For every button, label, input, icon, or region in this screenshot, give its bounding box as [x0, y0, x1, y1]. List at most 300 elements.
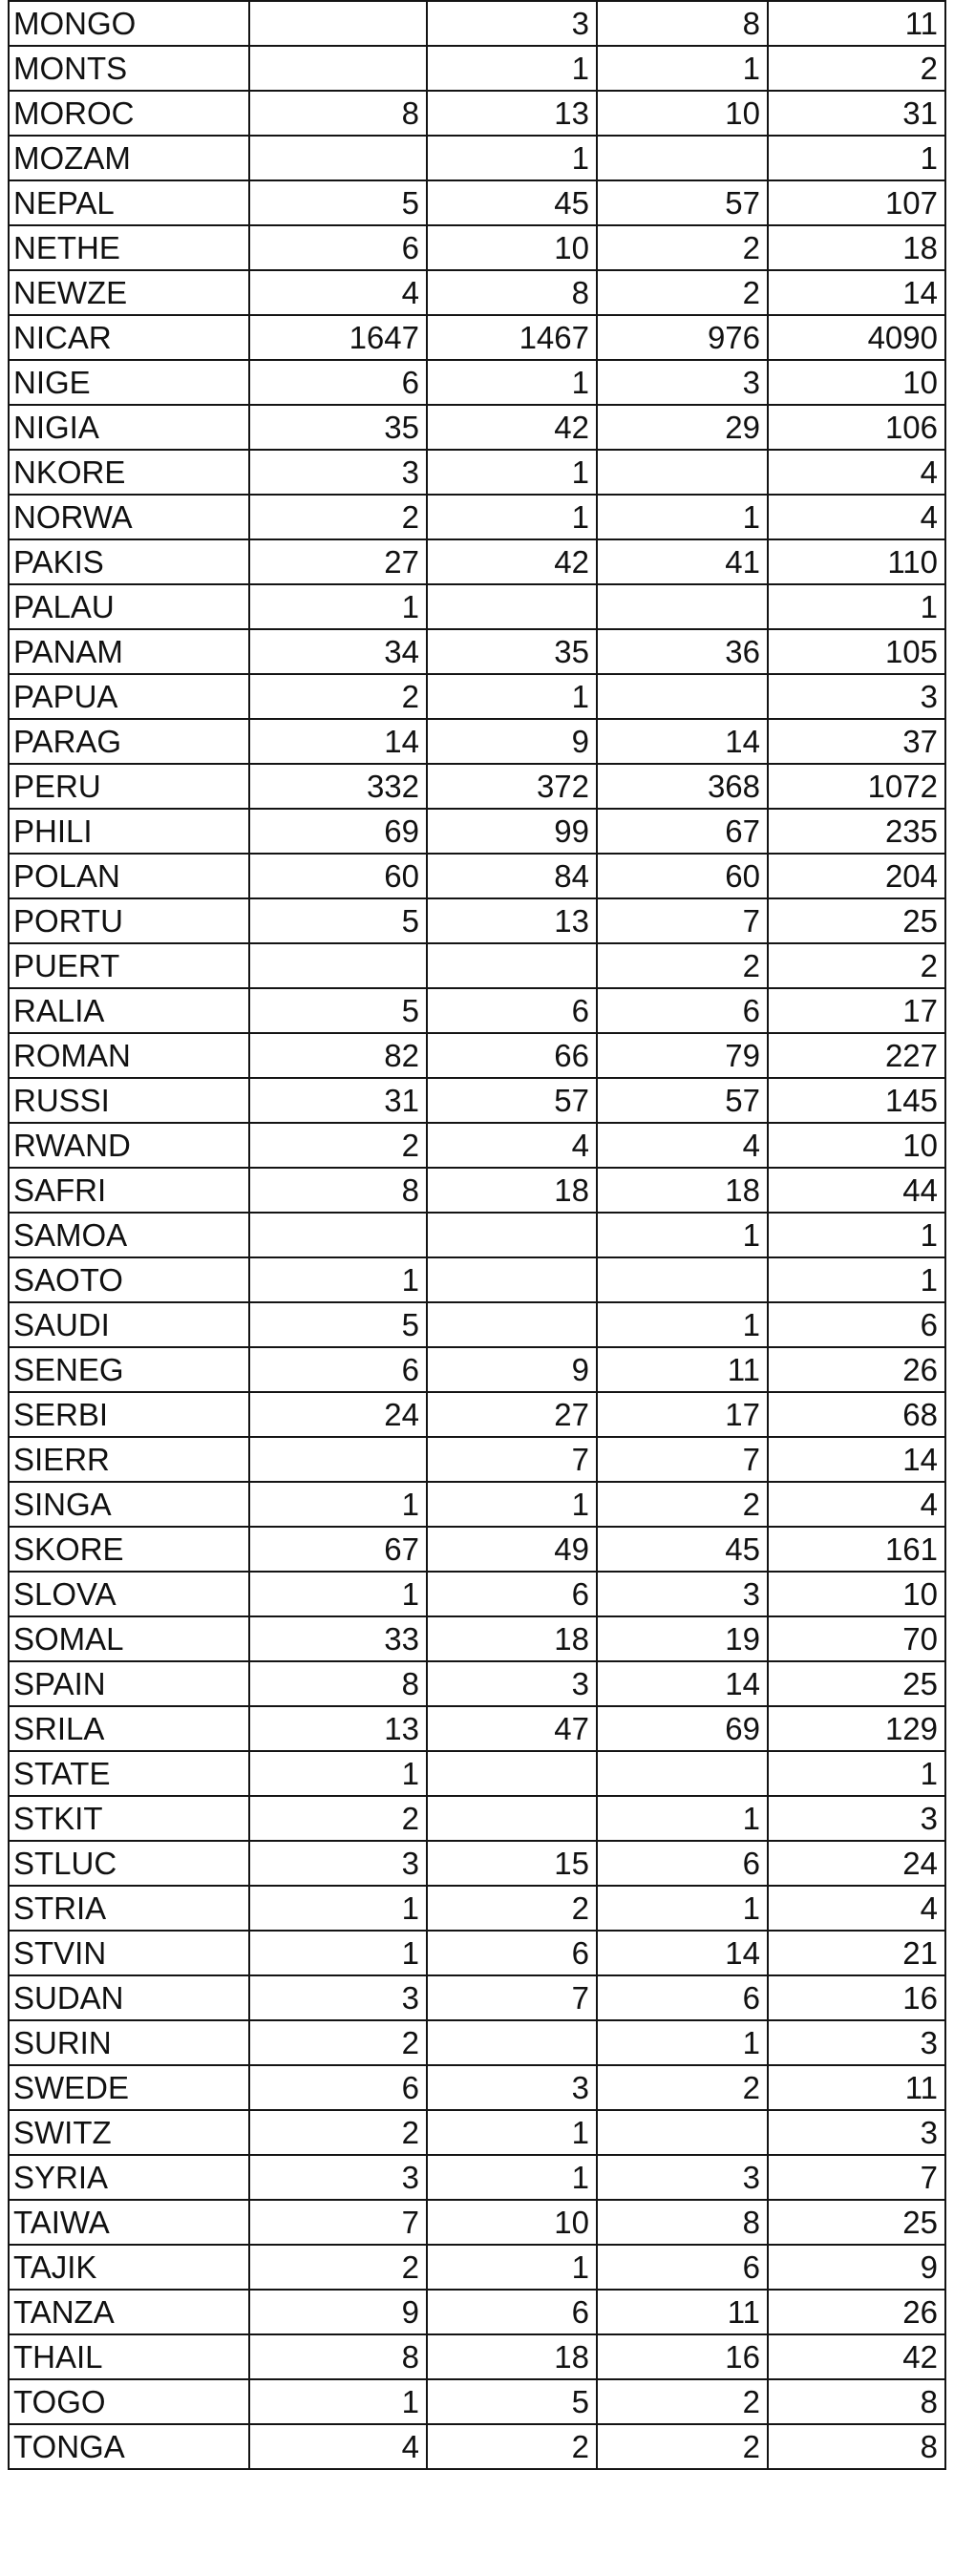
total-cell: 21	[768, 1931, 945, 1975]
count-cell-col3: 14	[597, 1661, 768, 1706]
count-cell-col3: 11	[597, 1347, 768, 1392]
count-cell-col2	[427, 1257, 597, 1302]
count-cell-col2: 84	[427, 854, 597, 898]
table-row	[9, 2245, 945, 2290]
count-cell-col1: 2	[249, 1123, 427, 1168]
count-cell-col2: 3	[427, 2065, 597, 2110]
country-code-cell: PANAM	[9, 629, 249, 674]
country-code-cell: SENEG	[9, 1347, 249, 1392]
table-row	[9, 2110, 945, 2155]
country-code-cell: NEPAL	[9, 180, 249, 225]
count-cell-col1: 1	[249, 1482, 427, 1527]
count-cell-col3: 1	[597, 1796, 768, 1841]
total-cell: 235	[768, 809, 945, 854]
table-row	[9, 1437, 945, 1482]
count-cell-col1: 5	[249, 180, 427, 225]
table-row	[9, 315, 945, 360]
table-row	[9, 629, 945, 674]
count-cell-col1: 1	[249, 1257, 427, 1302]
count-cell-col3: 7	[597, 898, 768, 943]
count-cell-col1: 24	[249, 1392, 427, 1437]
count-cell-col3: 36	[597, 629, 768, 674]
count-cell-col2: 42	[427, 539, 597, 584]
total-cell: 3	[768, 674, 945, 719]
country-code-cell: SLOVA	[9, 1572, 249, 1616]
table-row	[9, 1257, 945, 1302]
count-cell-col2: 9	[427, 719, 597, 764]
count-cell-col3: 2	[597, 270, 768, 315]
count-cell-col1: 332	[249, 764, 427, 809]
country-code-cell: SPAIN	[9, 1661, 249, 1706]
total-cell: 24	[768, 1841, 945, 1886]
country-code-cell: TANZA	[9, 2290, 249, 2334]
count-cell-col3: 2	[597, 943, 768, 988]
table-row	[9, 225, 945, 270]
count-cell-col2: 372	[427, 764, 597, 809]
count-cell-col2: 1	[427, 1482, 597, 1527]
country-code-cell: STVIN	[9, 1931, 249, 1975]
table-row	[9, 450, 945, 495]
count-cell-col2: 10	[427, 225, 597, 270]
count-cell-col3: 14	[597, 719, 768, 764]
count-cell-col3: 368	[597, 764, 768, 809]
table-row	[9, 1931, 945, 1975]
table-row	[9, 46, 945, 91]
table-row	[9, 719, 945, 764]
total-cell: 1	[768, 136, 945, 180]
count-cell-col3: 6	[597, 1975, 768, 2020]
count-cell-col1	[249, 943, 427, 988]
count-cell-col1: 2	[249, 1796, 427, 1841]
count-cell-col3: 6	[597, 1841, 768, 1886]
count-cell-col1	[249, 1213, 427, 1257]
total-cell: 6	[768, 1302, 945, 1347]
total-cell: 26	[768, 2290, 945, 2334]
total-cell: 2	[768, 943, 945, 988]
country-code-cell: STKIT	[9, 1796, 249, 1841]
table-row	[9, 1706, 945, 1751]
count-cell-col1: 31	[249, 1078, 427, 1123]
total-cell: 1	[768, 584, 945, 629]
count-cell-col2: 15	[427, 1841, 597, 1886]
count-cell-col3: 2	[597, 2065, 768, 2110]
count-cell-col2: 49	[427, 1527, 597, 1572]
table-row	[9, 1213, 945, 1257]
count-cell-col2: 47	[427, 1706, 597, 1751]
count-cell-col2: 6	[427, 988, 597, 1033]
count-cell-col3: 17	[597, 1392, 768, 1437]
table-row	[9, 1796, 945, 1841]
count-cell-col1: 4	[249, 2424, 427, 2469]
count-cell-col3: 57	[597, 1078, 768, 1123]
count-cell-col1: 2	[249, 495, 427, 539]
table-row	[9, 674, 945, 719]
count-cell-col3: 14	[597, 1931, 768, 1975]
count-cell-col3: 29	[597, 405, 768, 450]
country-code-cell: PUERT	[9, 943, 249, 988]
count-cell-col1: 6	[249, 225, 427, 270]
count-cell-col2: 5	[427, 2379, 597, 2424]
count-cell-col2: 45	[427, 180, 597, 225]
table-row	[9, 1572, 945, 1616]
count-cell-col3: 11	[597, 2290, 768, 2334]
count-cell-col2: 1	[427, 136, 597, 180]
table-row	[9, 1886, 945, 1931]
count-cell-col1: 33	[249, 1616, 427, 1661]
count-cell-col2: 1	[427, 360, 597, 405]
table-row	[9, 809, 945, 854]
total-cell: 8	[768, 2424, 945, 2469]
country-code-cell: NORWA	[9, 495, 249, 539]
total-cell: 4	[768, 1482, 945, 1527]
count-cell-col1: 1	[249, 1572, 427, 1616]
country-code-cell: RUSSI	[9, 1078, 249, 1123]
country-code-cell: STLUC	[9, 1841, 249, 1886]
table-row	[9, 1033, 945, 1078]
total-cell: 10	[768, 1123, 945, 1168]
count-cell-col3: 4	[597, 1123, 768, 1168]
country-code-cell: PALAU	[9, 584, 249, 629]
country-code-cell: NICAR	[9, 315, 249, 360]
table-row	[9, 1123, 945, 1168]
count-cell-col3: 60	[597, 854, 768, 898]
country-code-cell: TOGO	[9, 2379, 249, 2424]
count-cell-col3: 10	[597, 91, 768, 136]
count-cell-col2: 1	[427, 2110, 597, 2155]
country-code-cell: RALIA	[9, 988, 249, 1033]
total-cell: 1	[768, 1213, 945, 1257]
count-cell-col1: 14	[249, 719, 427, 764]
total-cell: 25	[768, 2200, 945, 2245]
table-row	[9, 180, 945, 225]
count-cell-col3: 8	[597, 1, 768, 46]
count-cell-col2: 57	[427, 1078, 597, 1123]
country-code-cell: ROMAN	[9, 1033, 249, 1078]
table-row	[9, 2065, 945, 2110]
total-cell: 3	[768, 2110, 945, 2155]
count-cell-col1: 1	[249, 584, 427, 629]
table-row	[9, 1975, 945, 2020]
count-cell-col1: 1	[249, 2379, 427, 2424]
total-cell: 204	[768, 854, 945, 898]
total-cell: 3	[768, 2020, 945, 2065]
total-cell: 105	[768, 629, 945, 674]
total-cell: 17	[768, 988, 945, 1033]
count-cell-col1: 35	[249, 405, 427, 450]
count-cell-col1: 7	[249, 2200, 427, 2245]
country-code-cell: PERU	[9, 764, 249, 809]
count-cell-col1	[249, 46, 427, 91]
count-cell-col2: 9	[427, 1347, 597, 1392]
total-cell: 25	[768, 1661, 945, 1706]
total-cell: 42	[768, 2334, 945, 2379]
count-cell-col2	[427, 1302, 597, 1347]
country-code-cell: SYRIA	[9, 2155, 249, 2200]
table-row	[9, 1168, 945, 1213]
country-code-cell: RWAND	[9, 1123, 249, 1168]
count-cell-col1: 60	[249, 854, 427, 898]
count-cell-col3: 1	[597, 1302, 768, 1347]
table-row	[9, 898, 945, 943]
count-cell-col2: 6	[427, 2290, 597, 2334]
count-cell-col3: 6	[597, 988, 768, 1033]
count-cell-col2	[427, 1751, 597, 1796]
total-cell: 37	[768, 719, 945, 764]
count-cell-col1: 8	[249, 1168, 427, 1213]
table-row	[9, 1482, 945, 1527]
total-cell: 44	[768, 1168, 945, 1213]
count-cell-col3: 2	[597, 2424, 768, 2469]
country-code-cell: TAIWA	[9, 2200, 249, 2245]
count-cell-col1: 3	[249, 1975, 427, 2020]
table-row	[9, 1661, 945, 1706]
total-cell: 70	[768, 1616, 945, 1661]
count-cell-col1: 5	[249, 988, 427, 1033]
count-cell-col2: 3	[427, 1661, 597, 1706]
count-cell-col3: 3	[597, 360, 768, 405]
total-cell: 106	[768, 405, 945, 450]
country-code-cell: NIGIA	[9, 405, 249, 450]
count-cell-col3: 18	[597, 1168, 768, 1213]
country-code-cell: STATE	[9, 1751, 249, 1796]
table-row	[9, 1751, 945, 1796]
count-cell-col3: 67	[597, 809, 768, 854]
total-cell: 14	[768, 270, 945, 315]
count-cell-col1: 8	[249, 1661, 427, 1706]
count-cell-col1: 1647	[249, 315, 427, 360]
country-code-cell: SWEDE	[9, 2065, 249, 2110]
table-row	[9, 1392, 945, 1437]
total-cell: 68	[768, 1392, 945, 1437]
country-code-cell: SAMOA	[9, 1213, 249, 1257]
count-cell-col2: 6	[427, 1572, 597, 1616]
table-row	[9, 854, 945, 898]
count-cell-col3: 41	[597, 539, 768, 584]
total-cell: 1	[768, 1257, 945, 1302]
total-cell: 4090	[768, 315, 945, 360]
total-cell: 4	[768, 450, 945, 495]
count-cell-col1	[249, 1437, 427, 1482]
table-row	[9, 1616, 945, 1661]
count-cell-col2: 7	[427, 1975, 597, 2020]
table-row	[9, 2379, 945, 2424]
country-code-cell: SOMAL	[9, 1616, 249, 1661]
count-cell-col2: 13	[427, 91, 597, 136]
country-code-cell: MONGO	[9, 1, 249, 46]
count-cell-col3	[597, 2110, 768, 2155]
count-cell-col2	[427, 584, 597, 629]
count-cell-col2: 4	[427, 1123, 597, 1168]
count-cell-col2: 6	[427, 1931, 597, 1975]
count-cell-col3: 8	[597, 2200, 768, 2245]
table-row	[9, 1347, 945, 1392]
count-cell-col1: 2	[249, 2110, 427, 2155]
total-cell: 145	[768, 1078, 945, 1123]
country-code-cell: PORTU	[9, 898, 249, 943]
total-cell: 1072	[768, 764, 945, 809]
country-code-cell: THAIL	[9, 2334, 249, 2379]
count-cell-col2: 8	[427, 270, 597, 315]
count-cell-col3: 45	[597, 1527, 768, 1572]
count-cell-col2: 1	[427, 2155, 597, 2200]
table-row	[9, 2424, 945, 2469]
country-code-cell: MOZAM	[9, 136, 249, 180]
count-cell-col3: 2	[597, 2379, 768, 2424]
table-row	[9, 1841, 945, 1886]
count-cell-col1: 6	[249, 1347, 427, 1392]
country-code-cell: SWITZ	[9, 2110, 249, 2155]
total-cell: 31	[768, 91, 945, 136]
table-row	[9, 2020, 945, 2065]
country-code-cell: PARAG	[9, 719, 249, 764]
country-code-cell: PAPUA	[9, 674, 249, 719]
country-code-cell: SAOTO	[9, 1257, 249, 1302]
count-cell-col3: 69	[597, 1706, 768, 1751]
count-cell-col2: 1	[427, 674, 597, 719]
country-count-table	[8, 0, 946, 2470]
table-row	[9, 2155, 945, 2200]
country-code-cell: MONTS	[9, 46, 249, 91]
table-row	[9, 2334, 945, 2379]
count-cell-col3: 16	[597, 2334, 768, 2379]
count-cell-col1: 67	[249, 1527, 427, 1572]
country-code-cell: SINGA	[9, 1482, 249, 1527]
table-body	[9, 1, 945, 2469]
total-cell: 4	[768, 495, 945, 539]
count-cell-col2: 7	[427, 1437, 597, 1482]
count-cell-col2	[427, 2020, 597, 2065]
table-row	[9, 1078, 945, 1123]
count-cell-col1: 6	[249, 360, 427, 405]
country-code-cell: POLAN	[9, 854, 249, 898]
count-cell-col1: 9	[249, 2290, 427, 2334]
country-code-cell: TAJIK	[9, 2245, 249, 2290]
count-cell-col1: 2	[249, 2245, 427, 2290]
count-cell-col3	[597, 1751, 768, 1796]
count-cell-col3: 1	[597, 46, 768, 91]
count-cell-col2: 1	[427, 450, 597, 495]
count-cell-col3: 976	[597, 315, 768, 360]
total-cell: 16	[768, 1975, 945, 2020]
table-row	[9, 2200, 945, 2245]
count-cell-col2	[427, 943, 597, 988]
count-cell-col1: 13	[249, 1706, 427, 1751]
total-cell: 18	[768, 225, 945, 270]
table-row	[9, 943, 945, 988]
country-code-cell: SKORE	[9, 1527, 249, 1572]
total-cell: 1	[768, 1751, 945, 1796]
total-cell: 25	[768, 898, 945, 943]
total-cell: 4	[768, 1886, 945, 1931]
count-cell-col2: 1	[427, 495, 597, 539]
count-cell-col2: 2	[427, 2424, 597, 2469]
count-cell-col1: 82	[249, 1033, 427, 1078]
count-cell-col3: 19	[597, 1616, 768, 1661]
count-cell-col3	[597, 450, 768, 495]
total-cell: 11	[768, 2065, 945, 2110]
count-cell-col1: 6	[249, 2065, 427, 2110]
count-cell-col1: 3	[249, 2155, 427, 2200]
country-code-cell: SERBI	[9, 1392, 249, 1437]
table-row	[9, 1302, 945, 1347]
country-code-cell: NEWZE	[9, 270, 249, 315]
count-cell-col2: 66	[427, 1033, 597, 1078]
count-cell-col1: 1	[249, 1886, 427, 1931]
count-cell-col2: 18	[427, 1168, 597, 1213]
count-cell-col3: 6	[597, 2245, 768, 2290]
count-cell-col1: 27	[249, 539, 427, 584]
table-row	[9, 136, 945, 180]
country-code-cell: SIERR	[9, 1437, 249, 1482]
count-cell-col3: 3	[597, 1572, 768, 1616]
total-cell: 14	[768, 1437, 945, 1482]
total-cell: 10	[768, 360, 945, 405]
table-row	[9, 584, 945, 629]
country-code-cell: PHILI	[9, 809, 249, 854]
spreadsheet-page	[8, 0, 944, 2570]
count-cell-col3: 2	[597, 1482, 768, 1527]
total-cell: 10	[768, 1572, 945, 1616]
count-cell-col2	[427, 1796, 597, 1841]
count-cell-col1: 34	[249, 629, 427, 674]
count-cell-col1	[249, 1, 427, 46]
count-cell-col2: 99	[427, 809, 597, 854]
total-cell: 110	[768, 539, 945, 584]
count-cell-col2: 18	[427, 1616, 597, 1661]
table-row	[9, 988, 945, 1033]
count-cell-col3: 3	[597, 2155, 768, 2200]
count-cell-col2: 27	[427, 1392, 597, 1437]
count-cell-col3: 1	[597, 2020, 768, 2065]
count-cell-col1: 5	[249, 1302, 427, 1347]
count-cell-col1: 8	[249, 2334, 427, 2379]
count-cell-col2: 2	[427, 1886, 597, 1931]
total-cell: 107	[768, 180, 945, 225]
count-cell-col3: 1	[597, 495, 768, 539]
count-cell-col3: 1	[597, 1213, 768, 1257]
count-cell-col2: 42	[427, 405, 597, 450]
count-cell-col1: 4	[249, 270, 427, 315]
total-cell: 7	[768, 2155, 945, 2200]
count-cell-col3	[597, 1257, 768, 1302]
count-cell-col3: 2	[597, 225, 768, 270]
count-cell-col3: 1	[597, 1886, 768, 1931]
count-cell-col1: 2	[249, 674, 427, 719]
count-cell-col2: 3	[427, 1, 597, 46]
count-cell-col1: 8	[249, 91, 427, 136]
count-cell-col2: 18	[427, 2334, 597, 2379]
country-code-cell: SRILA	[9, 1706, 249, 1751]
country-code-cell: SAUDI	[9, 1302, 249, 1347]
table-row	[9, 270, 945, 315]
count-cell-col1: 3	[249, 1841, 427, 1886]
table-row	[9, 764, 945, 809]
country-code-cell: STRIA	[9, 1886, 249, 1931]
total-cell: 161	[768, 1527, 945, 1572]
count-cell-col2: 1	[427, 2245, 597, 2290]
country-code-cell: PAKIS	[9, 539, 249, 584]
total-cell: 26	[768, 1347, 945, 1392]
country-code-cell: SAFRI	[9, 1168, 249, 1213]
count-cell-col1: 1	[249, 1751, 427, 1796]
table-row	[9, 360, 945, 405]
table-row	[9, 1527, 945, 1572]
count-cell-col3	[597, 584, 768, 629]
count-cell-col1: 3	[249, 450, 427, 495]
country-code-cell: SUDAN	[9, 1975, 249, 2020]
table-row	[9, 495, 945, 539]
country-code-cell: NIGE	[9, 360, 249, 405]
